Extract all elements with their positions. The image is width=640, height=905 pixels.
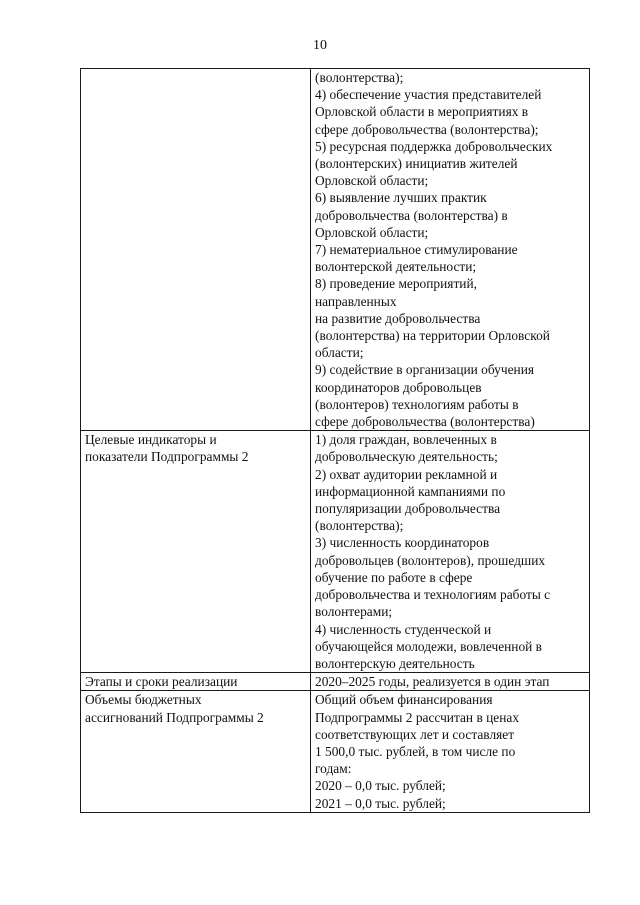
parameter-value-line: 8) проведение мероприятий, (315, 276, 477, 292)
parameter-value-line: волонтерской деятельности; (315, 259, 477, 275)
parameter-value-line: 1 500,0 тыс. рублей, в том числе по (315, 743, 516, 759)
parameter-value-line: направленных (315, 293, 397, 309)
parameter-value-line: (волонтерства); (315, 70, 404, 85)
parameter-value-cell (311, 691, 590, 812)
parameter-value-line: волонтерскую деятельность (315, 655, 475, 671)
parameter-value-line: 1) доля граждан, вовлеченных в (315, 432, 497, 448)
parameter-value-line: Подпрограммы 2 рассчитан в ценах (315, 709, 520, 725)
parameter-value-line: информационной кампаниями по (315, 483, 506, 499)
table-row (81, 673, 590, 691)
parameter-value-line: 2) охват аудитории рекламной и (315, 466, 498, 482)
parameter-value-line: добровольцев (волонтеров), прошедших (315, 552, 546, 568)
parameter-name-line: ассигнований Подпрограммы 2 (85, 709, 264, 725)
parameter-value-line: Орловской области; (315, 224, 429, 240)
parameter-value-line: 9) содействие в организации обучения (315, 362, 535, 378)
parameter-value-line: добровольчества (волонтерства) в (315, 207, 508, 223)
passport-table (80, 68, 590, 813)
parameter-value-line: Орловской области в мероприятиях в (315, 104, 529, 120)
parameter-name-cell (81, 431, 311, 673)
parameter-value-line: соответствующих лет и составляет (315, 726, 515, 742)
parameter-value-line: обучение по работе в сфере (315, 569, 473, 585)
parameter-value-line: (волонтерства); (315, 518, 404, 534)
table-row (81, 431, 590, 673)
parameter-name-line: показатели Подпрограммы 2 (85, 449, 249, 465)
parameter-value-line: 7) нематериальное стимулирование (315, 242, 518, 258)
parameter-value-line: координаторов добровольцев (315, 379, 482, 395)
parameter-name-line: Целевые индикаторы и (85, 432, 217, 448)
parameter-value-line: (волонтеров) технологиям работы в (315, 396, 519, 412)
parameter-value-line: (волонтерских) инициатив жителей (315, 156, 518, 172)
parameter-value-line: 6) выявление лучших практик (315, 190, 487, 206)
parameter-name-cell (81, 673, 311, 691)
parameter-value-line: добровольчества и технологиям работы с (315, 587, 551, 603)
parameter-value-line: 4) обеспечение участия представителей (315, 87, 542, 103)
parameter-value-line: Орловской области; (315, 173, 429, 189)
parameter-value-line: на развитие добровольчества (315, 310, 481, 326)
parameter-value-line: 5) ресурсная поддержка добровольческих (315, 138, 553, 154)
parameter-name-cell (81, 691, 311, 812)
parameter-value-cell (311, 69, 590, 431)
page-number: 10 (313, 38, 327, 53)
parameter-value-line: сфере добровольчества (волонтерства); (315, 121, 539, 137)
parameter-value-line: 3) численность координаторов (315, 535, 490, 551)
parameter-value-line: годам: (315, 761, 352, 777)
parameter-value-line: сфере добровольчества (волонтерства) (315, 414, 535, 430)
parameter-value-line: Общий объем финансирования (315, 692, 493, 708)
parameter-value-line: обучающейся молодежи, вовлеченной в (315, 638, 543, 654)
parameter-name-line: Объемы бюджетных (85, 692, 202, 708)
parameter-value-line: 2021 – 0,0 тыс. рублей; (315, 795, 446, 811)
parameter-value-line: волонтерами; (315, 604, 393, 620)
parameter-value-line: 2020–2025 годы, реализуется в один этап (315, 674, 550, 690)
parameter-value-line: добровольческую деятельность; (315, 449, 498, 465)
parameter-value-line: 2020 – 0,0 тыс. рублей; (315, 778, 446, 794)
table-row (81, 69, 590, 431)
table-row (81, 691, 590, 812)
parameter-value-line: 4) численность студенческой и (315, 621, 492, 637)
parameter-value-cell (311, 431, 590, 673)
parameter-value-line: (волонтерства) на территории Орловской (315, 328, 550, 344)
parameter-name-line: Этапы и сроки реализации (85, 674, 238, 690)
parameter-value-cell (311, 673, 590, 691)
parameter-name-cell (81, 69, 311, 431)
parameter-value-line: области; (315, 345, 364, 361)
parameter-value-line: популяризации добровольчества (315, 501, 501, 517)
table-body (81, 69, 590, 813)
